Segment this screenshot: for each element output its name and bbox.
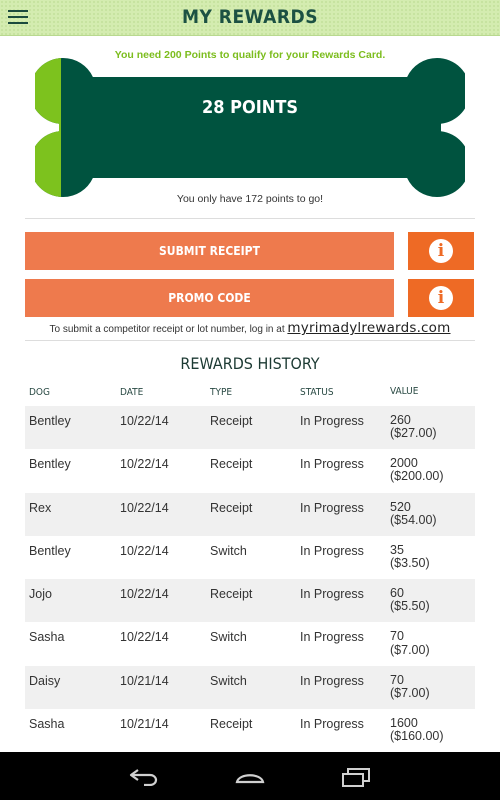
cell-value [385, 414, 475, 440]
value-points: 70 [390, 629, 404, 644]
cell-value [385, 587, 475, 613]
column-header-dog: DOG [29, 386, 50, 398]
column-header-date: DATE [120, 386, 144, 398]
rewards-site-link[interactable]: myrimadylrewards.com [287, 320, 451, 336]
cell-dog: Bentley [29, 414, 71, 428]
cell-value [385, 544, 475, 570]
cell-value [385, 717, 475, 743]
table-row [25, 536, 475, 579]
cell-dog: Jojo [29, 587, 52, 602]
column-header-type: TYPE [210, 386, 233, 398]
cell-type: Receipt [210, 414, 253, 428]
table-row [25, 709, 475, 752]
cell-value [385, 457, 475, 483]
table-row [25, 666, 475, 709]
cell-status: In Progress [300, 587, 364, 602]
value-amount: ($27.00) [390, 426, 437, 441]
submit-receipt-info-button[interactable] [408, 232, 474, 270]
system-nav-bar [0, 752, 500, 800]
value-points: 1600 [390, 716, 418, 731]
table-row [25, 622, 475, 665]
value-amount: ($5.50) [390, 599, 430, 614]
points-total: 28 POINTS [201, 97, 299, 118]
cell-type: Switch [210, 630, 247, 645]
cell-dog: Bentley [29, 457, 71, 472]
cell-dog: Sasha [29, 630, 65, 645]
submit-receipt-button[interactable]: SUBMIT RECEIPT [25, 232, 394, 270]
cell-status: In Progress [300, 673, 364, 688]
cell-status: In Progress [300, 717, 364, 732]
cell-date: 10/22/14 [120, 414, 169, 428]
home-icon[interactable] [233, 769, 267, 785]
cell-type: Receipt [210, 457, 253, 472]
value-points: 2000 [390, 456, 418, 471]
cell-value [385, 674, 475, 700]
cell-type: Switch [210, 543, 247, 558]
cell-status: In Progress [300, 414, 364, 428]
table-body [25, 406, 475, 752]
competitor-note-text: To submit a competitor receipt or lot number, log in at [49, 324, 285, 335]
table-row [25, 579, 475, 622]
cell-status: In Progress [300, 630, 364, 645]
cell-dog: Rex [29, 500, 52, 515]
promo-code-info-button[interactable] [408, 279, 474, 317]
cell-type: Receipt [210, 717, 253, 732]
cell-date: 10/22/14 [120, 500, 169, 515]
points-remaining-message: You only have 172 points to go! [176, 193, 324, 205]
cell-dog: Daisy [29, 673, 61, 688]
cell-date: 10/21/14 [120, 717, 169, 732]
cell-status: In Progress [300, 500, 364, 515]
bone-remaining-fill [35, 55, 465, 200]
app-header [0, 0, 500, 36]
back-icon[interactable] [128, 766, 160, 786]
table-header [25, 378, 475, 406]
value-amount: ($54.00) [390, 512, 437, 527]
qualify-message: You need 200 Points to qualify for your Rewards Card. [114, 49, 386, 61]
points-bone-graphic [35, 55, 465, 200]
recent-apps-icon[interactable] [340, 766, 372, 788]
value-amount: ($7.00) [390, 642, 430, 657]
cell-type: Switch [210, 673, 247, 688]
value-points: 70 [390, 672, 404, 687]
cell-status: In Progress [300, 543, 364, 558]
cell-dog: Bentley [29, 543, 71, 558]
info-icon: i [429, 286, 453, 310]
value-amount: ($160.00) [390, 729, 444, 744]
value-points: 35 [390, 542, 404, 557]
promo-code-button[interactable]: PROMO CODE [25, 279, 394, 317]
bone-progress-fill [35, 55, 61, 200]
rewards-history-title: REWARDS HISTORY [180, 354, 320, 373]
table-row [25, 406, 475, 449]
cell-dog: Sasha [29, 717, 65, 732]
value-points: 520 [390, 499, 411, 514]
competitor-note [0, 320, 500, 336]
cell-date: 10/22/14 [120, 543, 169, 558]
cell-date: 10/22/14 [120, 630, 169, 645]
cell-date: 10/22/14 [120, 587, 169, 602]
value-points: 260 [390, 413, 411, 427]
value-points: 60 [390, 586, 404, 601]
table-row [25, 449, 475, 492]
table-row [25, 493, 475, 536]
value-amount: ($3.50) [390, 556, 430, 571]
info-icon: i [429, 239, 453, 263]
rewards-history-table [25, 378, 475, 752]
cell-value [385, 501, 475, 527]
cell-status: In Progress [300, 457, 364, 472]
cell-type: Receipt [210, 587, 253, 602]
value-amount: ($200.00) [390, 469, 444, 484]
divider [25, 218, 475, 219]
divider [25, 340, 475, 341]
column-header-status: STATUS [300, 386, 334, 398]
cell-date: 10/21/14 [120, 673, 169, 688]
column-header-value: VALUE [390, 385, 419, 397]
cell-type: Receipt [210, 500, 253, 515]
cell-value [385, 630, 475, 656]
cell-date: 10/22/14 [120, 457, 169, 472]
value-amount: ($7.00) [390, 685, 430, 700]
page-title: MY REWARDS [181, 6, 319, 28]
